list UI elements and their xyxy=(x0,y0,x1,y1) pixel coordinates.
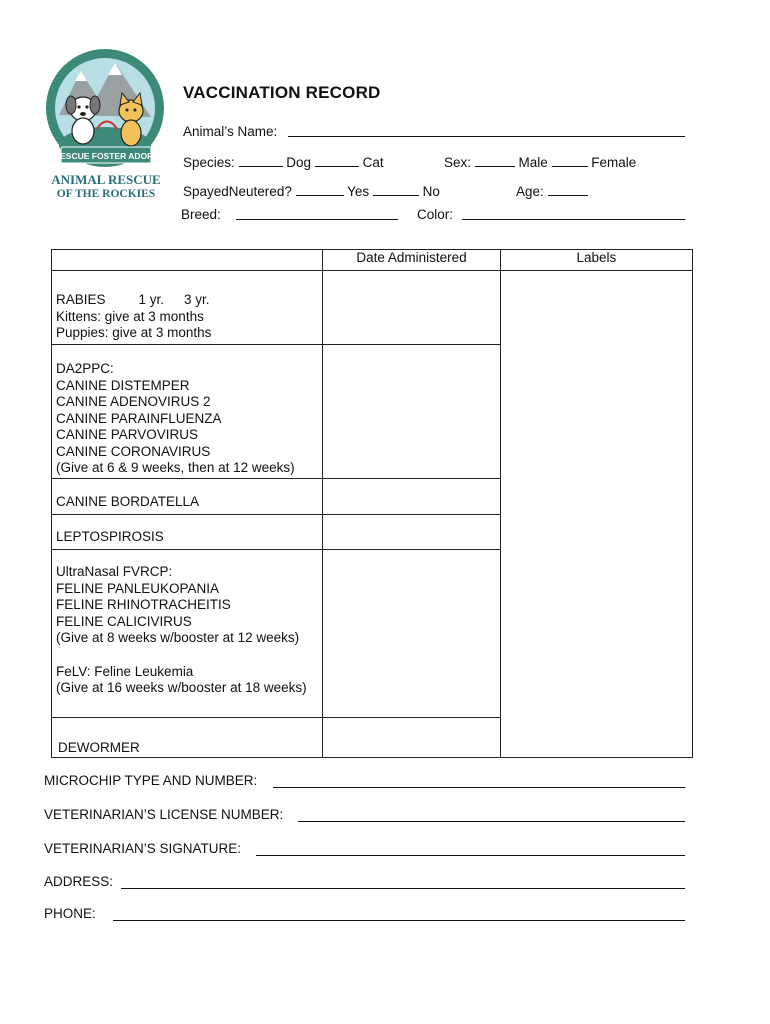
rabies-kittens: Kittens: give at 3 months xyxy=(56,308,204,324)
lepto-date-cell[interactable] xyxy=(323,515,501,550)
color-field[interactable] xyxy=(462,219,685,220)
animal-name-field[interactable] xyxy=(288,136,685,137)
logo-banner-text: RESCUE FOSTER ADOPT xyxy=(53,151,159,161)
fvrcp-line: FELINE PANLEUKOPANIA xyxy=(56,580,220,596)
female-blank[interactable] xyxy=(552,154,588,167)
address-field[interactable] xyxy=(121,888,685,889)
age-blank[interactable] xyxy=(548,183,588,196)
logo-org-line2: OF THE ROCKIES xyxy=(56,188,156,200)
yes-label: Yes xyxy=(343,184,373,199)
address-label: ADDRESS: xyxy=(44,874,114,889)
felv-title: FeLV: Feline Leukemia xyxy=(56,663,194,679)
lepto-label: LEPTOSPIROSIS xyxy=(56,529,164,544)
signature-field[interactable] xyxy=(256,855,685,856)
fvrcp-title: UltraNasal FVRCP: xyxy=(56,564,173,579)
spayed-label: SpayedNeutered? xyxy=(183,184,296,199)
bordatella-label: CANINE BORDATELLA xyxy=(56,494,200,509)
labels-cell[interactable] xyxy=(500,271,692,758)
breed-label: Breed: xyxy=(181,207,221,222)
age-label: Age: xyxy=(516,184,548,199)
dewormer-cell xyxy=(52,718,323,758)
sex-label: Sex: xyxy=(444,155,475,170)
rabies-line1 xyxy=(56,292,322,309)
license-label: VETERINARIAN’S LICENSE NUMBER: xyxy=(44,807,284,822)
fvrcp-line: FELINE RHINOTRACHEITIS xyxy=(56,597,231,612)
no-blank[interactable] xyxy=(373,183,419,196)
animal-name-label: Animal’s Name: xyxy=(183,124,278,139)
bordatella-cell xyxy=(52,479,323,515)
rabies-puppies: Puppies: give at 3 months xyxy=(56,325,212,340)
phone-label: PHONE: xyxy=(44,906,96,921)
feline-date-cell[interactable] xyxy=(323,550,501,718)
fvrcp-schedule: (Give at 8 weeks w/booster at 12 weeks) xyxy=(56,630,300,645)
feline-cell xyxy=(52,550,323,718)
species-label: Species: xyxy=(183,155,239,170)
da2ppc-line: CANINE PARAINFLUENZA xyxy=(56,410,222,426)
rabies-cell xyxy=(52,271,323,345)
dog-label: Dog xyxy=(282,155,315,170)
da2ppc-title: DA2PPC: xyxy=(56,361,114,376)
da2ppc-cell xyxy=(52,345,323,479)
yes-blank[interactable] xyxy=(296,183,344,196)
cat-label: Cat xyxy=(358,155,384,170)
table-row-rabies xyxy=(52,271,693,345)
no-label: No xyxy=(418,184,440,199)
rabies-title: RABIES xyxy=(56,292,106,307)
color-label: Color: xyxy=(417,207,454,222)
logo-org-line1: ANIMAL RESCUE xyxy=(51,172,161,187)
dog-blank[interactable] xyxy=(239,154,283,167)
da2ppc-line: CANINE PARVOVIRUS xyxy=(56,427,199,442)
rabies-date-cell[interactable] xyxy=(323,271,501,345)
da2ppc-date-cell[interactable] xyxy=(323,345,501,479)
fvrcp-line: FELINE CALICIVIRUS xyxy=(56,613,192,629)
cat-blank[interactable] xyxy=(315,154,359,167)
breed-field[interactable] xyxy=(236,219,398,220)
da2ppc-line: CANINE DISTEMPER xyxy=(56,377,190,393)
species-row xyxy=(183,154,384,170)
phone-field[interactable] xyxy=(113,920,685,921)
org-logo xyxy=(45,45,170,205)
license-field[interactable] xyxy=(298,821,685,822)
org-logo-graphic xyxy=(45,45,170,205)
header-labels: Labels xyxy=(500,250,692,271)
header-blank-cell xyxy=(52,250,323,271)
rabies-1yr[interactable]: 1 yr. xyxy=(138,292,165,307)
male-label: Male xyxy=(514,155,552,170)
felv-schedule: (Give at 16 weeks w/booster at 18 weeks) xyxy=(56,680,307,695)
spayed-row xyxy=(183,183,440,199)
male-blank[interactable] xyxy=(475,154,515,167)
dewormer-label: DEWORMER xyxy=(58,740,140,755)
header-date-administered: Date Administered xyxy=(323,250,501,271)
rabies-3yr[interactable]: 3 yr. xyxy=(184,292,210,307)
microchip-label: MICROCHIP TYPE AND NUMBER: xyxy=(44,773,258,788)
female-label: Female xyxy=(587,155,637,170)
age-row xyxy=(516,183,588,199)
page-title: VACCINATION RECORD xyxy=(183,83,381,102)
da2ppc-schedule: (Give at 6 & 9 weeks, then at 12 weeks) xyxy=(56,460,295,475)
lepto-cell xyxy=(52,515,323,550)
dewormer-date-cell[interactable] xyxy=(323,718,501,758)
da2ppc-line: CANINE ADENOVIRUS 2 xyxy=(56,394,211,409)
table-header-row xyxy=(52,250,693,271)
bordatella-date-cell[interactable] xyxy=(323,479,501,515)
microchip-field[interactable] xyxy=(273,787,685,788)
da2ppc-line: CANINE CORONAVIRUS xyxy=(56,443,211,459)
vaccination-table xyxy=(51,249,693,758)
sex-row xyxy=(444,154,636,170)
signature-label: VETERINARIAN’S SIGNATURE: xyxy=(44,841,242,856)
